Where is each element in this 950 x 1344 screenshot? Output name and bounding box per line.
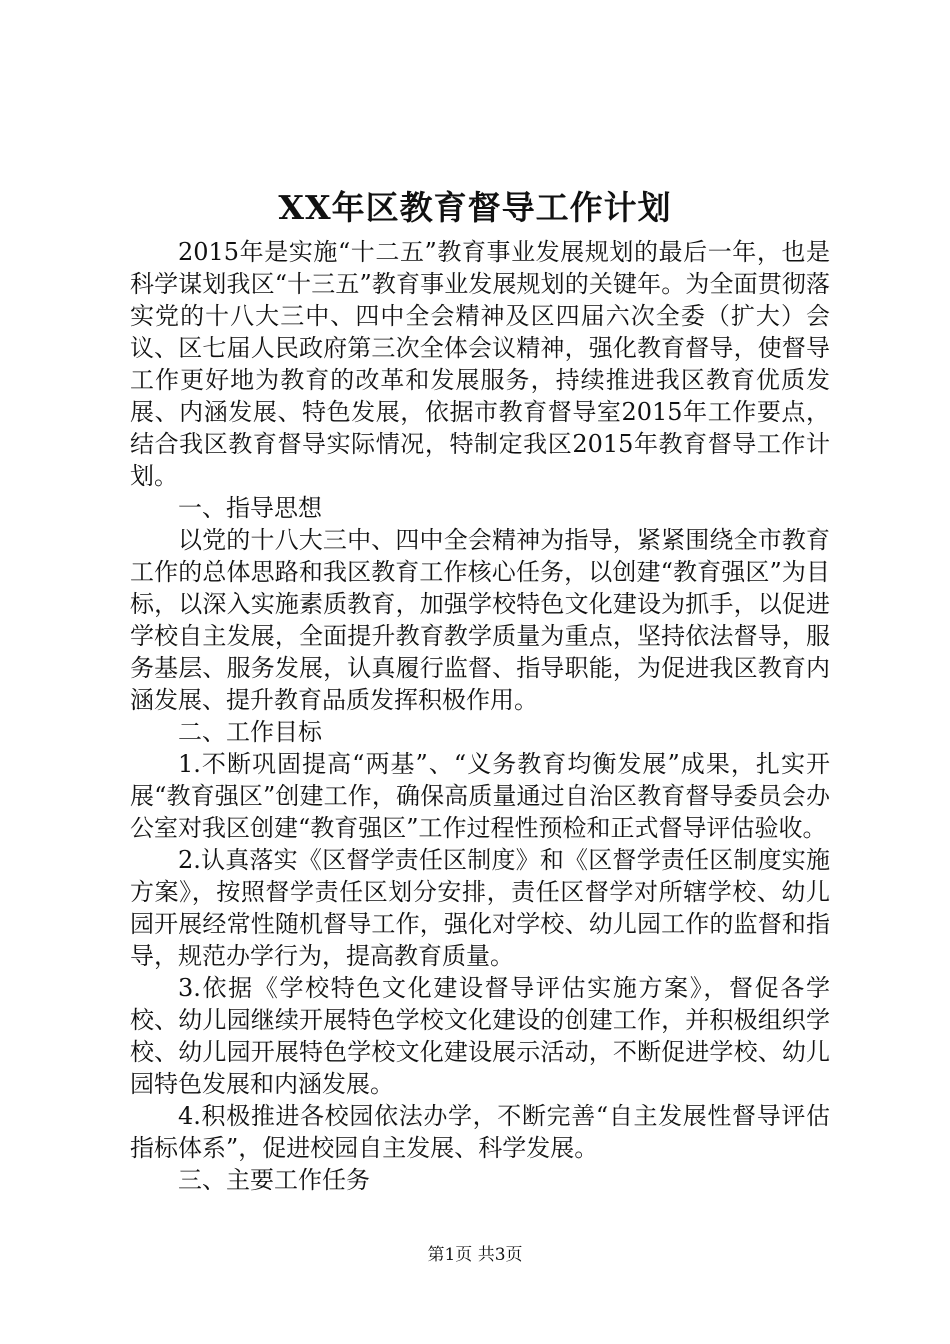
section-heading-guiding-ideology: 一、指导思想 — [178, 494, 322, 522]
section-heading-main-tasks: 三、主要工作任务 — [178, 1166, 370, 1194]
goal-item-1: 1.不断巩固提高“两基”、“义务教育均衡发展”成果，扎实开展“教育强区”创建工作，确保高质量通过自治区教育督导委员会办公室对我区创建“教育强区”工作过程性预检和正式督导评估验收。 — [130, 750, 830, 842]
document-title: XX年区教育督导工作计划 — [278, 188, 672, 227]
intro-paragraph: 2015年是实施“十二五”教育事业发展规划的最后一年，也是科学谋划我区“十三五”教育事业发展规划的关键年。为全面贯彻落实党的十八大三中、四中全会精神及区四届六次全委（扩大）会议、区七届人民政府第三次全体会议精神，强化教育督导，使督导工作更好地为教育的改革和发展服务，持续推进我区教育优质发展、内涵发展、特色发展，依据市教育督导室2015年工作要点，结合我区教育督导实际情况，特制定我区2015年教育督导工作计划。 — [130, 238, 830, 490]
goal-item-4: 4.积极推进各校园依法办学，不断完善“自主发展性督导评估指标体系”，促进校园自主发展、科学发展。 — [130, 1102, 830, 1162]
guiding-ideology-paragraph: 以党的十八大三中、四中全会精神为指导，紧紧围绕全市教育工作的总体思路和我区教育工作核心任务，以创建“教育强区”为目标，以深入实施素质教育，加强学校特色文化建设为抓手，以促进学校自主发展，全面提升教育教学质量为重点，坚持依法督导，服务基层、服务发展，认真履行监督、指导职能，为促进我区教育内涵发展、提升教育品质发挥积极作用。 — [130, 526, 830, 714]
goal-item-2: 2.认真落实《区督学责任区制度》和《区督学责任区制度实施方案》，按照督学责任区划分安排，责任区督学对所辖学校、幼儿园开展经常性随机督导工作，强化对学校、幼儿园工作的监督和指导，规范办学行为，提高教育质量。 — [130, 846, 830, 970]
page-number-footer: 第1页 共3页 — [427, 1245, 523, 1265]
document-body — [130, 236, 830, 1196]
section-heading-work-goals: 二、工作目标 — [178, 718, 322, 746]
goal-item-3: 3.依据《学校特色文化建设督导评估实施方案》，督促各学校、幼儿园继续开展特色学校文化建设的创建工作，并积极组织学校、幼儿园开展特色学校文化建设展示活动，不断促进学校、幼儿园特色发展和内涵发展。 — [130, 974, 830, 1098]
